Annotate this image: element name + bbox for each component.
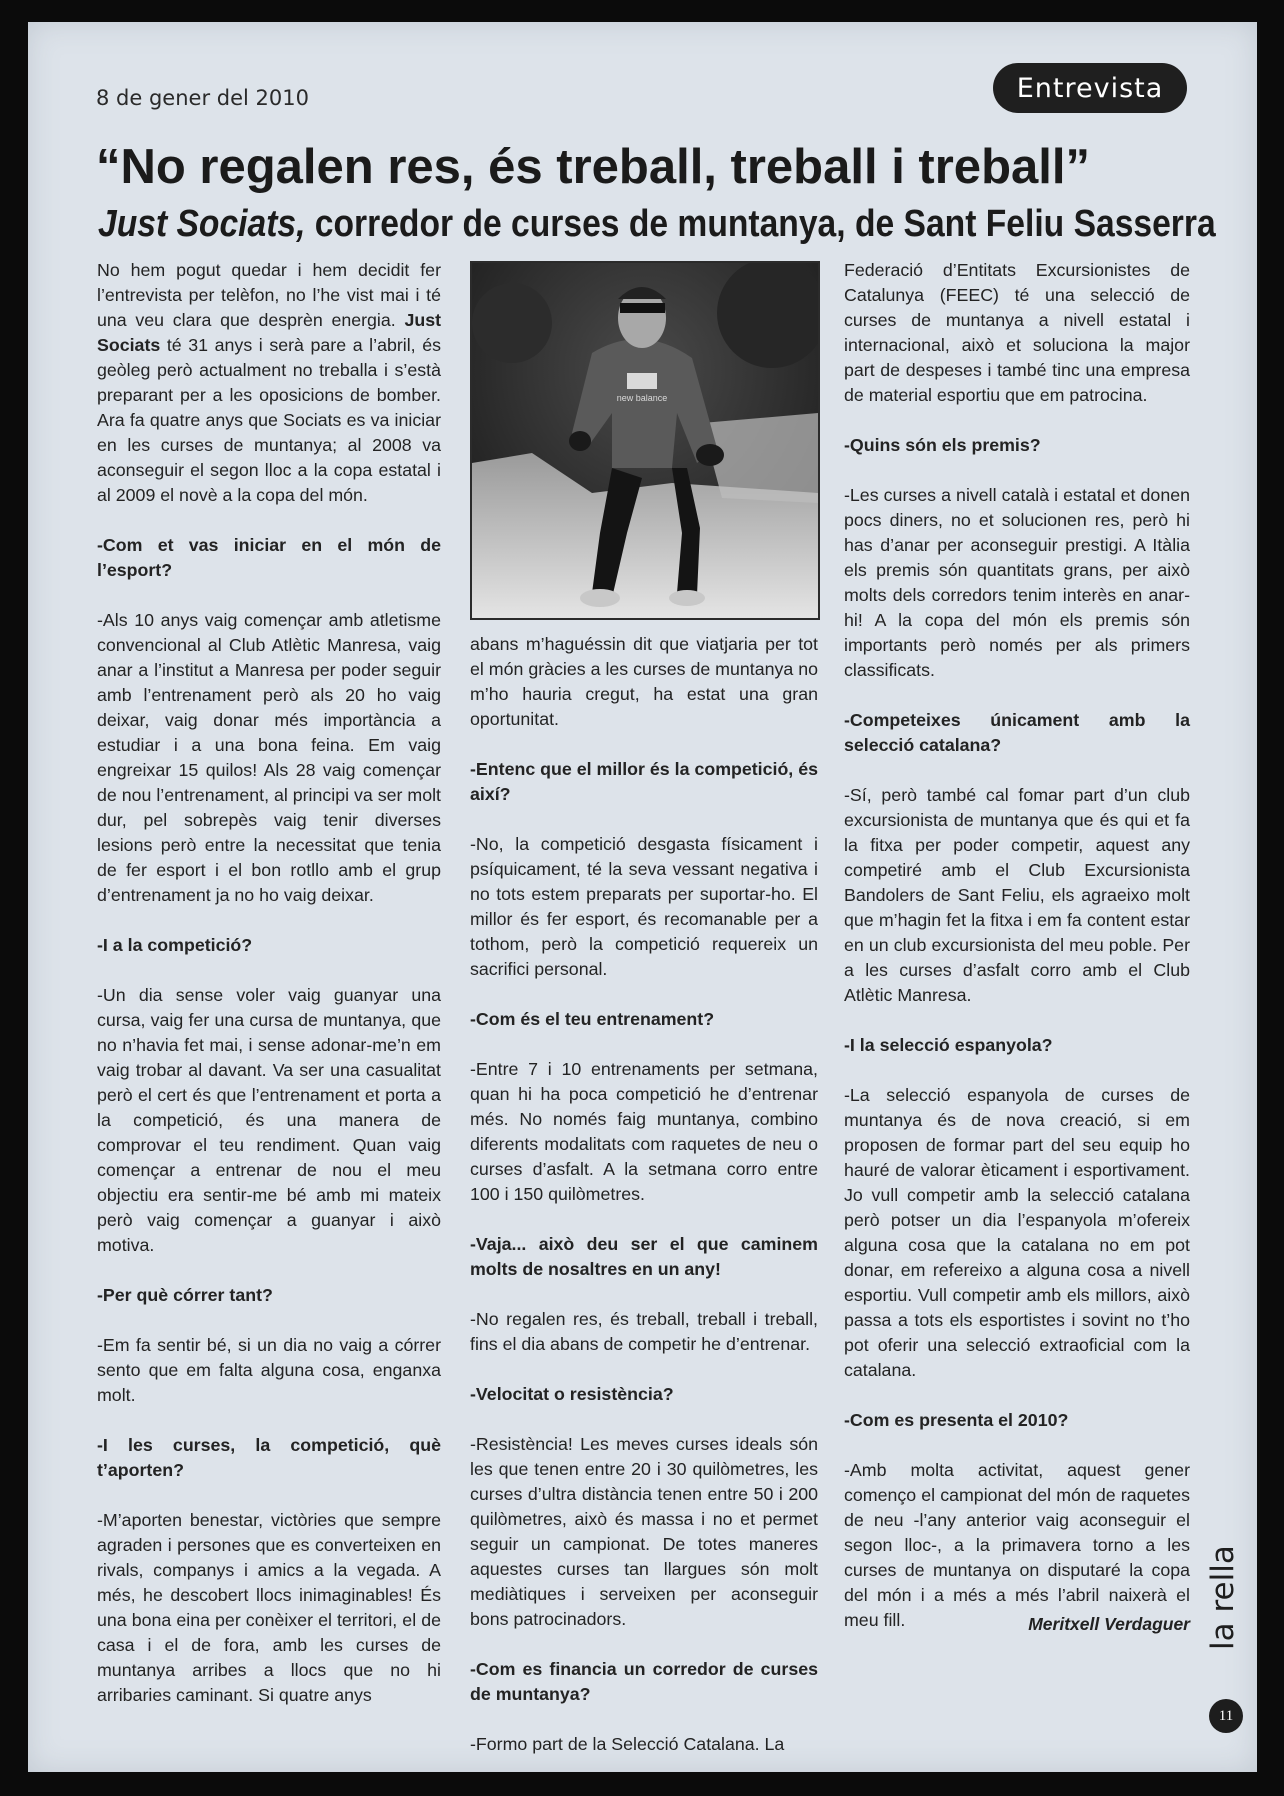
subheadline-rest: corredor de curses de muntanya, de Sant Feliu Sasserra <box>305 203 1216 245</box>
answer: -Les curses a nivell català i estatal et donen pocs diners, no et solucionen res, però hi has d’anar per aconseguir prestigi. A Itàlia els premis són quantitats grans, per això molts dels corredors tenim interès en anar-hi! A la copa del món els premis són importants però només per als primers classificats. <box>844 485 1190 680</box>
answer: -No, la competició desgasta físicament i psíquicament, té la seva vessant negativa i no tots estem preparats per suportar-ho. El millor és fer esport, és recomanable per a tothom, però la competició requereix un sacrifici personal. <box>470 834 818 979</box>
section-badge: Entrevista <box>993 63 1187 113</box>
runner-photo <box>470 261 820 620</box>
answer: -Amb molta activitat, aquest gener començo el campionat del món de raquetes de neu -l’any anterior vaig aconseguir el segon lloc-, a la primavera torno a les curses de muntanya on disputaré la copa del món i a més a més l’abril naixerà el meu fill. <box>844 1460 1190 1630</box>
column-3 <box>844 258 1190 1658</box>
question: -Velocitat o resistència? <box>470 1384 674 1404</box>
answer: -M’aporten benestar, victòries que sempre agraden i persones que es converteixen en rivals, companys i amics a la vegada. A més, he descobert llocs inimaginables! És una bona eina per conèixer el territori, el de casa i el de fora, amb les curses de muntanya arribes a llocs que no hi arribaries caminant. Si quatre anys <box>97 1510 441 1705</box>
answer: -Als 10 anys vaig començar amb atletisme convencional al Club Atlètic Manresa, vaig anar a l’institut a Manresa per poder seguir amb l’entrenament però als 20 ho vaig deixar, vaig donar més importància a estudiar i a una bona feina. Em vaig engreixar 15 quilos! Als 28 vaig començar de nou l’entrenament, al principi va ser molt dur, pel sobrepès vaig tenir diverses lesions però entre la necessitat que tenia de fer esport i el bon rotllo amb el grup d’entrenament ja no ho vaig deixar. <box>97 610 441 905</box>
question: -Com es presenta el 2010? <box>844 1410 1069 1430</box>
answer: -La selecció espanyola de curses de muntanya és de nova creació, si em proposen de formar part del seu equip ho hauré de valorar èticament i esportivament. Jo vull competir amb la selecció catalana però potser un dia l’espanyola m’ofereix alguna cosa que la catalana no em pot donar, em refereixo a alguna cosa a nivell esportiu. Vull competir amb els millors, això passa a tots els esportistes i sovint no t’ho pot oferir una selecció extraoficial com la catalana. <box>844 1085 1190 1380</box>
issue-date: 8 de gener del 2010 <box>96 86 309 110</box>
answer-continued: Federació d’Entitats Excursionistes de Catalunya (FEEC) té una selecció de curses de muntanya a nivell estatal i internacional, això et soluciona la major part de despeses i també tinc una empresa de material esportiu que em patrocina. <box>844 260 1190 405</box>
column-2 <box>470 632 818 1782</box>
author-byline: Meritxell Verdaguer <box>1028 1614 1190 1634</box>
answer: -Resistència! Les meves curses ideals són les que tenen entre 20 i 30 quilòmetres, les curses d’ultra distància tenen entre 50 i 200 quilòmetres, això és massa i no et permet seguir un campionat. De totes maneres aquestes curses tan llargues són molt mediàtiques i serveixen per aconseguir bons patrocinadors. <box>470 1434 818 1629</box>
question: -I les curses, la competició, què t’aporten? <box>97 1435 441 1480</box>
publication-name: la rella <box>1205 1545 1241 1650</box>
article-subheadline <box>98 200 1216 248</box>
answer: -Sí, però també cal fomar part d’un club excursionista de muntanya que és qui et fa la fitxa per poder competir, aquest any competiré amb el Club Excursionista Bandolers de Sant Feliu, els agraeixo molt que m’hagin fet la fitxa i em fa content estar en un club excursionista del meu poble. Per a les curses d’asfalt corro amb el Club Atlètic Manresa. <box>844 785 1190 1005</box>
question: -I la selecció espanyola? <box>844 1035 1053 1055</box>
runner-photo-illustration <box>472 263 818 618</box>
answer: -Entre 7 i 10 entrenaments per setmana, quan hi ha poca competició he d’entrenar més. No només faig muntanya, combino diferents modalitats com raquetes de neu o curses d’asfalt. A la setmana corro entre 100 i 150 quilòmetres. <box>470 1059 818 1204</box>
question: -Com és el teu entrenament? <box>470 1009 715 1029</box>
page-number: 11 <box>1209 1699 1243 1733</box>
question: -Per què córrer tant? <box>97 1285 273 1305</box>
question: -Com es financia un corredor de curses de muntanya? <box>470 1659 818 1704</box>
answer-continued: abans m’haguéssin dit que viatjaria per tot el món gràcies a les curses de muntanya no m’ho hauria cregut, ha estat una gran oportunitat. <box>470 634 818 729</box>
question: -I a la competició? <box>97 935 253 955</box>
interviewee-name: Just Sociats, <box>98 203 306 245</box>
question: -Quins són els premis? <box>844 435 1041 455</box>
intro-paragraph: No hem pogut quedar i hem decidit fer l’entrevista per telèfon, no l’he vist mai i té una veu clara que desprèn energia. Just Sociats té 31 anys i serà pare a l’abril, és geòleg però actualment no treballa i s’està preparant per a les oposicions de bomber. Ara fa quatre anys que Sociats es va iniciar en les curses de muntanya; al 2008 va aconseguir el segon lloc a la copa estatal i al 2009 el novè a la copa del món. <box>97 260 441 505</box>
answer: -No regalen res, és treball, treball i treball, fins el dia abans de competir he d’entrenar. <box>470 1309 818 1354</box>
jacket-logo-text: new balance <box>616 393 668 403</box>
article-headline: “No regalen res, és treball, treball i treball” <box>96 140 1090 194</box>
question: -Competeixes únicament amb la selecció catalana? <box>844 710 1190 755</box>
question: -Vaja... això deu ser el que caminem molts de nosaltres en un any! <box>470 1234 818 1279</box>
answer: -Formo part de la Selecció Catalana. La <box>470 1734 785 1754</box>
answer: -Un dia sense voler vaig guanyar una cursa, vaig fer una cursa de muntanya, que no n’havia fet mai, i sense adonar-me’n em vaig trobar al davant. Va ser una casualitat però el cert és que l’entrenament et porta a la competició, és una manera de comprovar el teu rendiment. Quan vaig començar a entrenar de nou el meu objectiu era sentir-me bé amb mi mateix però vaig començar a guanyar i això motiva. <box>97 985 441 1255</box>
answer: -Em fa sentir bé, si un dia no vaig a córrer sento que em falta alguna cosa, enganxa molt. <box>97 1335 441 1405</box>
question: -Entenc que el millor és la competició, és així? <box>470 759 818 804</box>
column-1 <box>97 258 441 1733</box>
question: -Com et vas iniciar en el món de l’esport? <box>97 535 441 580</box>
